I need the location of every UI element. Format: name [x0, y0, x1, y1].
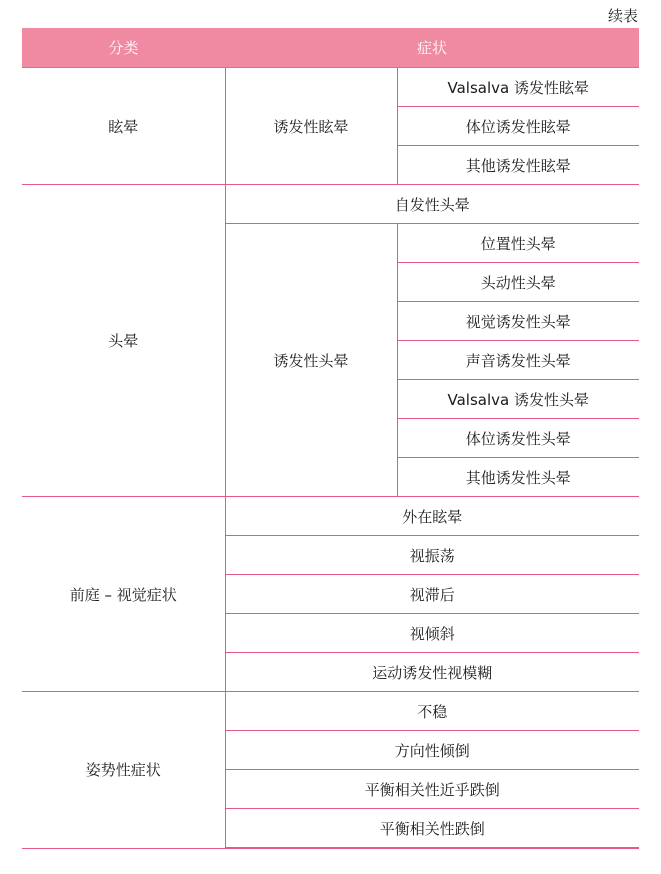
table-row [22, 692, 639, 731]
symptom-cell: 体位诱发性头晕 [397, 419, 639, 458]
subcategory-cell-evoked-vertigo: 诱发性眩晕 [225, 68, 397, 185]
symptom-cell-spontaneous-dizziness: 自发性头晕 [225, 185, 639, 224]
symptom-cell: 体位诱发性眩晕 [397, 107, 639, 146]
symptom-cell: 方向性倾倒 [225, 731, 639, 770]
symptom-classification-table [22, 28, 639, 849]
symptom-cell: 头动性头晕 [397, 263, 639, 302]
symptom-cell: Valsalva 诱发性头晕 [397, 380, 639, 419]
category-cell-postural: 姿势性症状 [22, 692, 225, 849]
symptom-cell: 其他诱发性眩晕 [397, 146, 639, 185]
category-cell-vertigo: 眩晕 [22, 68, 225, 185]
symptom-cell: 平衡相关性近乎跌倒 [225, 770, 639, 809]
symptom-cell: 运动诱发性视模糊 [225, 653, 639, 692]
continuation-label: 续表 [607, 7, 638, 25]
subcategory-cell-evoked-dizziness: 诱发性头晕 [225, 224, 397, 497]
table-row [22, 497, 639, 536]
table-header-row [22, 28, 639, 68]
header-symptom: 症状 [225, 28, 639, 68]
symptom-cell: 视觉诱发性头晕 [397, 302, 639, 341]
symptom-cell: 其他诱发性头晕 [397, 458, 639, 497]
symptom-cell: 不稳 [225, 692, 639, 731]
symptom-cell: 视滞后 [225, 575, 639, 614]
category-cell-vestibulo-visual: 前庭 – 视觉症状 [22, 497, 225, 692]
symptom-cell: 声音诱发性头晕 [397, 341, 639, 380]
symptom-cell: 位置性头晕 [397, 224, 639, 263]
category-cell-dizziness: 头晕 [22, 185, 225, 497]
symptom-cell: 视倾斜 [225, 614, 639, 653]
symptom-cell: 平衡相关性跌倒 [225, 809, 639, 849]
symptom-cell: Valsalva 诱发性眩晕 [397, 68, 639, 107]
table-row [22, 185, 639, 224]
table-row [22, 68, 639, 107]
header-category: 分类 [22, 28, 225, 68]
symptom-cell: 外在眩晕 [225, 497, 639, 536]
symptom-cell: 视振荡 [225, 536, 639, 575]
